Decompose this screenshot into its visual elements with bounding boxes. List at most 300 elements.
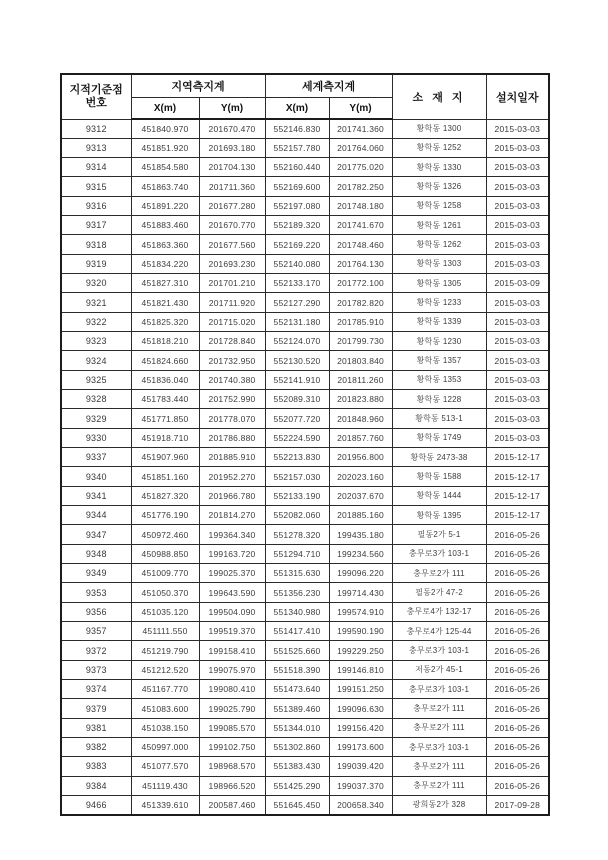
local-y-cell: 199085.570	[199, 718, 265, 737]
world-x-cell: 552157.780	[265, 138, 329, 157]
local-y-cell: 201778.070	[199, 409, 265, 428]
table-row	[61, 699, 549, 718]
install-date-cell: 2015-03-03	[486, 428, 549, 447]
table-row	[61, 390, 549, 409]
local-x-cell: 451050.370	[131, 583, 199, 602]
local-y-cell: 201693.230	[199, 254, 265, 273]
local-y-cell: 199163.720	[199, 544, 265, 563]
location-cell: 황학동 1395	[392, 506, 486, 525]
local-y-cell: 201677.280	[199, 196, 265, 215]
install-date-header: 설치일자	[486, 74, 549, 119]
world-x-cell: 552213.830	[265, 448, 329, 467]
point-id-cell: 9315	[61, 177, 131, 196]
cadastral-point-table	[60, 73, 550, 816]
local-x-cell: 450997.000	[131, 738, 199, 757]
point-id-cell: 9383	[61, 757, 131, 776]
local-x-cell: 451851.920	[131, 138, 199, 157]
install-date-cell: 2015-03-03	[486, 370, 549, 389]
world-x-cell: 552127.290	[265, 293, 329, 312]
point-id-cell: 9323	[61, 332, 131, 351]
location-cell: 충무로2가 111	[392, 757, 486, 776]
world-x-cell: 551525.660	[265, 641, 329, 660]
location-cell: 황학동 1353	[392, 370, 486, 389]
header-group-row	[61, 74, 549, 98]
table-row	[61, 428, 549, 447]
table-row	[61, 776, 549, 795]
local-x-cell: 451907.960	[131, 448, 199, 467]
world-x-cell: 552169.600	[265, 177, 329, 196]
world-y-cell: 200658.340	[329, 795, 392, 814]
install-date-cell: 2015-03-09	[486, 274, 549, 293]
table-row	[61, 486, 549, 505]
table-row	[61, 177, 549, 196]
world-y-cell: 199574.910	[329, 602, 392, 621]
local-y-cell: 201732.950	[199, 351, 265, 370]
local-y-cell: 198968.570	[199, 757, 265, 776]
local-y-cell: 201693.180	[199, 138, 265, 157]
point-number-header-line1: 지적기준점	[69, 84, 123, 97]
location-cell: 저동2가 45-1	[392, 660, 486, 679]
table-row	[61, 119, 549, 138]
local-x-cell: 451818.210	[131, 332, 199, 351]
local-x-cell: 451854.580	[131, 158, 199, 177]
local-datum-group-header: 지역측지계	[131, 74, 265, 98]
local-x-cell: 451009.770	[131, 564, 199, 583]
location-cell: 황학동 1357	[392, 351, 486, 370]
location-cell: 황학동 1305	[392, 274, 486, 293]
local-x-cell: 451863.740	[131, 177, 199, 196]
table-row	[61, 544, 549, 563]
install-date-cell: 2015-03-03	[486, 312, 549, 331]
point-id-cell: 9357	[61, 622, 131, 641]
local-x-cell: 451891.220	[131, 196, 199, 215]
world-y-cell: 199156.420	[329, 718, 392, 737]
local-x-cell: 451827.320	[131, 486, 199, 505]
point-id-cell: 9319	[61, 254, 131, 273]
table-row	[61, 158, 549, 177]
location-cell: 황학동 1228	[392, 390, 486, 409]
install-date-cell: 2015-03-03	[486, 119, 549, 138]
point-number-header-line2: 번호	[85, 96, 107, 109]
local-y-cell: 201786.880	[199, 428, 265, 447]
install-date-cell: 2016-05-26	[486, 660, 549, 679]
table-row	[61, 138, 549, 157]
location-cell: 황학동 1262	[392, 235, 486, 254]
local-y-cell: 201715.020	[199, 312, 265, 331]
install-date-cell: 2017-09-28	[486, 795, 549, 814]
world-x-cell: 552089.310	[265, 390, 329, 409]
world-y-cell: 201823.880	[329, 390, 392, 409]
local-y-cell: 201814.270	[199, 506, 265, 525]
location-cell: 충무로4가 132-17	[392, 602, 486, 621]
world-y-cell: 201741.670	[329, 216, 392, 235]
table-row	[61, 370, 549, 389]
location-cell: 황학동 1339	[392, 312, 486, 331]
location-cell: 황학동 1330	[392, 158, 486, 177]
install-date-cell: 2015-03-03	[486, 196, 549, 215]
table-row	[61, 332, 549, 351]
point-id-cell: 9381	[61, 718, 131, 737]
world-y-cell: 199096.630	[329, 699, 392, 718]
local-x-cell: 451771.850	[131, 409, 199, 428]
local-x-cell: 451339.610	[131, 795, 199, 814]
local-x-cell: 450988.850	[131, 544, 199, 563]
local-y-cell: 199364.340	[199, 525, 265, 544]
location-cell: 충무로2가 111	[392, 699, 486, 718]
local-x-cell: 451824.660	[131, 351, 199, 370]
location-header: 소 재 지	[392, 74, 486, 119]
world-y-cell: 201741.360	[329, 119, 392, 138]
local-x-cell: 451035.120	[131, 602, 199, 621]
point-id-cell: 9384	[61, 776, 131, 795]
local-x-cell: 451219.790	[131, 641, 199, 660]
local-y-cell: 201701.210	[199, 274, 265, 293]
install-date-cell: 2015-03-03	[486, 409, 549, 428]
location-cell: 충무로2가 111	[392, 718, 486, 737]
world-y-cell: 199096.220	[329, 564, 392, 583]
local-y-cell: 201885.910	[199, 448, 265, 467]
local-y-cell: 199504.090	[199, 602, 265, 621]
local-y-cell: 199025.790	[199, 699, 265, 718]
world-x-cell: 551302.860	[265, 738, 329, 757]
install-date-cell: 2016-05-26	[486, 699, 549, 718]
world-x-cell: 552082.060	[265, 506, 329, 525]
world-y-cell: 199173.600	[329, 738, 392, 757]
world-x-cell: 551294.710	[265, 544, 329, 563]
local-y-cell: 201670.770	[199, 216, 265, 235]
world-x-cell: 552197.080	[265, 196, 329, 215]
install-date-cell: 2015-12-17	[486, 448, 549, 467]
install-date-cell: 2015-03-03	[486, 138, 549, 157]
world-x-cell: 552224.590	[265, 428, 329, 447]
world-y-cell: 199234.560	[329, 544, 392, 563]
world-x-cell: 551278.320	[265, 525, 329, 544]
local-x-header: X(m)	[131, 98, 199, 120]
install-date-cell: 2015-12-17	[486, 506, 549, 525]
local-x-cell: 450972.460	[131, 525, 199, 544]
world-y-cell: 201772.100	[329, 274, 392, 293]
point-id-cell: 9325	[61, 370, 131, 389]
world-x-cell: 551315.630	[265, 564, 329, 583]
world-y-cell: 202023.160	[329, 467, 392, 486]
local-x-cell: 451821.430	[131, 293, 199, 312]
location-cell: 황학동 1233	[392, 293, 486, 312]
location-cell: 광희동2가 328	[392, 795, 486, 814]
local-y-cell: 198966.520	[199, 776, 265, 795]
install-date-cell: 2015-12-17	[486, 486, 549, 505]
local-y-cell: 201728.840	[199, 332, 265, 351]
point-id-cell: 9328	[61, 390, 131, 409]
world-x-cell: 551389.460	[265, 699, 329, 718]
local-y-cell: 199102.750	[199, 738, 265, 757]
local-x-cell: 451038.150	[131, 718, 199, 737]
local-y-cell: 201677.560	[199, 235, 265, 254]
world-x-cell: 551425.290	[265, 776, 329, 795]
install-date-cell: 2016-05-26	[486, 680, 549, 699]
world-y-cell: 201799.730	[329, 332, 392, 351]
local-y-cell: 199075.970	[199, 660, 265, 679]
world-x-cell: 552133.190	[265, 486, 329, 505]
table-row	[61, 564, 549, 583]
install-date-cell: 2015-03-03	[486, 235, 549, 254]
world-x-cell: 552141.910	[265, 370, 329, 389]
install-date-cell: 2015-03-03	[486, 293, 549, 312]
table-row	[61, 795, 549, 814]
local-y-cell: 201711.360	[199, 177, 265, 196]
table-row	[61, 506, 549, 525]
local-x-cell: 451836.040	[131, 370, 199, 389]
local-y-header: Y(m)	[199, 98, 265, 120]
local-y-cell: 201740.380	[199, 370, 265, 389]
world-x-cell: 552131.180	[265, 312, 329, 331]
local-x-cell: 451776.190	[131, 506, 199, 525]
install-date-cell: 2016-05-26	[486, 776, 549, 795]
local-y-cell: 199643.590	[199, 583, 265, 602]
table-header	[61, 74, 549, 119]
world-y-cell: 201782.250	[329, 177, 392, 196]
world-x-cell: 552140.080	[265, 254, 329, 273]
location-cell: 충무로3가 103-1	[392, 680, 486, 699]
world-x-cell: 551344.010	[265, 718, 329, 737]
point-id-cell: 9341	[61, 486, 131, 505]
point-id-cell: 9314	[61, 158, 131, 177]
point-id-cell: 9312	[61, 119, 131, 138]
table-row	[61, 641, 549, 660]
world-datum-group-header: 세계측지계	[265, 74, 392, 98]
local-y-cell: 199158.410	[199, 641, 265, 660]
world-x-cell: 552133.170	[265, 274, 329, 293]
install-date-cell: 2016-05-26	[486, 583, 549, 602]
local-y-cell: 199025.370	[199, 564, 265, 583]
world-y-header: Y(m)	[329, 98, 392, 120]
install-date-cell: 2016-05-26	[486, 622, 549, 641]
location-cell: 충무로3가 103-1	[392, 641, 486, 660]
location-cell: 황학동 1444	[392, 486, 486, 505]
world-x-cell: 552160.440	[265, 158, 329, 177]
world-y-cell: 199146.810	[329, 660, 392, 679]
install-date-cell: 2016-05-26	[486, 757, 549, 776]
world-y-cell: 201782.820	[329, 293, 392, 312]
install-date-cell: 2016-05-26	[486, 525, 549, 544]
install-date-cell: 2015-12-17	[486, 467, 549, 486]
local-x-cell: 451077.570	[131, 757, 199, 776]
table-row	[61, 583, 549, 602]
world-x-cell: 551383.430	[265, 757, 329, 776]
install-date-cell: 2016-05-26	[486, 641, 549, 660]
location-cell: 황학동 1326	[392, 177, 486, 196]
install-date-cell: 2016-05-26	[486, 718, 549, 737]
world-x-cell: 551340.980	[265, 602, 329, 621]
point-id-cell: 9379	[61, 699, 131, 718]
local-x-cell: 451212.520	[131, 660, 199, 679]
point-id-cell: 9382	[61, 738, 131, 757]
point-number-header	[61, 74, 131, 119]
install-date-cell: 2016-05-26	[486, 544, 549, 563]
point-id-cell: 9320	[61, 274, 131, 293]
point-id-cell: 9337	[61, 448, 131, 467]
local-y-cell: 201752.990	[199, 390, 265, 409]
table-row	[61, 351, 549, 370]
local-x-cell: 451111.550	[131, 622, 199, 641]
point-id-cell: 9372	[61, 641, 131, 660]
point-id-cell: 9347	[61, 525, 131, 544]
point-id-cell: 9340	[61, 467, 131, 486]
point-id-cell: 9322	[61, 312, 131, 331]
world-x-cell: 551356.230	[265, 583, 329, 602]
location-cell: 황학동 1749	[392, 428, 486, 447]
location-cell: 충무로2가 111	[392, 776, 486, 795]
table-row	[61, 738, 549, 757]
location-cell: 필동2가 47-2	[392, 583, 486, 602]
local-y-cell: 201711.920	[199, 293, 265, 312]
local-x-cell: 451119.430	[131, 776, 199, 795]
table-row	[61, 525, 549, 544]
table-row	[61, 757, 549, 776]
world-y-cell: 201803.840	[329, 351, 392, 370]
local-x-cell: 451883.460	[131, 216, 199, 235]
point-id-cell: 9356	[61, 602, 131, 621]
world-y-cell: 201848.960	[329, 409, 392, 428]
point-id-cell: 9353	[61, 583, 131, 602]
table-row	[61, 718, 549, 737]
table-row	[61, 235, 549, 254]
point-id-cell: 9321	[61, 293, 131, 312]
world-y-cell: 199151.250	[329, 680, 392, 699]
world-x-cell: 552169.220	[265, 235, 329, 254]
local-x-cell: 451083.600	[131, 699, 199, 718]
location-cell: 황학동 1588	[392, 467, 486, 486]
point-id-cell: 9373	[61, 660, 131, 679]
location-cell: 황학동 2473-38	[392, 448, 486, 467]
table-row	[61, 274, 549, 293]
point-id-cell: 9316	[61, 196, 131, 215]
world-x-cell: 551645.450	[265, 795, 329, 814]
local-x-cell: 451827.310	[131, 274, 199, 293]
world-y-cell: 202037.670	[329, 486, 392, 505]
world-y-cell: 201748.460	[329, 235, 392, 254]
install-date-cell: 2016-05-26	[486, 564, 549, 583]
table-row	[61, 622, 549, 641]
table-row	[61, 448, 549, 467]
point-id-cell: 9324	[61, 351, 131, 370]
table-row	[61, 196, 549, 215]
table-row	[61, 602, 549, 621]
point-id-cell: 9318	[61, 235, 131, 254]
install-date-cell: 2015-03-03	[486, 254, 549, 273]
world-y-cell: 201785.910	[329, 312, 392, 331]
point-id-cell: 9348	[61, 544, 131, 563]
world-x-cell: 552189.320	[265, 216, 329, 235]
local-y-cell: 201670.470	[199, 119, 265, 138]
table-row	[61, 680, 549, 699]
local-x-cell: 451783.440	[131, 390, 199, 409]
world-y-cell: 201764.060	[329, 138, 392, 157]
table-row	[61, 467, 549, 486]
install-date-cell: 2015-03-03	[486, 177, 549, 196]
local-y-cell: 201952.270	[199, 467, 265, 486]
location-cell: 황학동 1230	[392, 332, 486, 351]
location-cell: 충무로3가 103-1	[392, 544, 486, 563]
install-date-cell: 2015-03-03	[486, 390, 549, 409]
location-cell: 충무로4가 125-44	[392, 622, 486, 641]
point-id-cell: 9466	[61, 795, 131, 814]
world-y-cell: 201885.160	[329, 506, 392, 525]
point-id-cell: 9329	[61, 409, 131, 428]
point-id-cell: 9317	[61, 216, 131, 235]
local-y-cell: 201966.780	[199, 486, 265, 505]
install-date-cell: 2015-03-03	[486, 351, 549, 370]
world-y-cell: 201775.020	[329, 158, 392, 177]
install-date-cell: 2016-05-26	[486, 602, 549, 621]
world-y-cell: 201764.130	[329, 254, 392, 273]
world-y-cell: 199590.190	[329, 622, 392, 641]
local-y-cell: 200587.460	[199, 795, 265, 814]
local-x-cell: 451918.710	[131, 428, 199, 447]
point-table-body	[61, 119, 549, 815]
world-y-cell: 199714.430	[329, 583, 392, 602]
world-x-cell: 551417.410	[265, 622, 329, 641]
world-y-cell: 199037.370	[329, 776, 392, 795]
world-x-header: X(m)	[265, 98, 329, 120]
table-row	[61, 216, 549, 235]
world-y-cell: 201748.180	[329, 196, 392, 215]
table-row	[61, 254, 549, 273]
location-cell: 충무로2가 111	[392, 564, 486, 583]
world-x-cell: 552146.830	[265, 119, 329, 138]
local-y-cell: 199080.410	[199, 680, 265, 699]
world-y-cell: 199229.250	[329, 641, 392, 660]
world-x-cell: 551518.390	[265, 660, 329, 679]
world-y-cell: 199039.420	[329, 757, 392, 776]
location-cell: 충무로3가 103-1	[392, 738, 486, 757]
location-cell: 황학동 1303	[392, 254, 486, 273]
table-row	[61, 409, 549, 428]
local-x-cell: 451863.360	[131, 235, 199, 254]
location-cell: 필동2가 5-1	[392, 525, 486, 544]
point-id-cell: 9374	[61, 680, 131, 699]
world-y-cell: 201857.760	[329, 428, 392, 447]
local-x-cell: 451840.970	[131, 119, 199, 138]
location-cell: 황학동 1261	[392, 216, 486, 235]
table-row	[61, 293, 549, 312]
location-cell: 황학동 1258	[392, 196, 486, 215]
local-x-cell: 451834.220	[131, 254, 199, 273]
location-cell: 황학동 1252	[392, 138, 486, 157]
table-row	[61, 312, 549, 331]
world-y-cell: 201811.260	[329, 370, 392, 389]
table-row	[61, 660, 549, 679]
world-x-cell: 552077.720	[265, 409, 329, 428]
local-y-cell: 199519.370	[199, 622, 265, 641]
point-id-cell: 9330	[61, 428, 131, 447]
world-x-cell: 552124.070	[265, 332, 329, 351]
point-id-cell: 9349	[61, 564, 131, 583]
local-x-cell: 451851.160	[131, 467, 199, 486]
install-date-cell: 2016-05-26	[486, 738, 549, 757]
point-id-cell: 9344	[61, 506, 131, 525]
install-date-cell: 2015-03-03	[486, 216, 549, 235]
local-y-cell: 201704.130	[199, 158, 265, 177]
world-x-cell: 552130.520	[265, 351, 329, 370]
location-cell: 황학동 1300	[392, 119, 486, 138]
install-date-cell: 2015-03-03	[486, 332, 549, 351]
world-x-cell: 551473.640	[265, 680, 329, 699]
world-y-cell: 199435.180	[329, 525, 392, 544]
location-cell: 황학동 513-1	[392, 409, 486, 428]
point-id-cell: 9313	[61, 138, 131, 157]
install-date-cell: 2015-03-03	[486, 158, 549, 177]
world-y-cell: 201956.800	[329, 448, 392, 467]
